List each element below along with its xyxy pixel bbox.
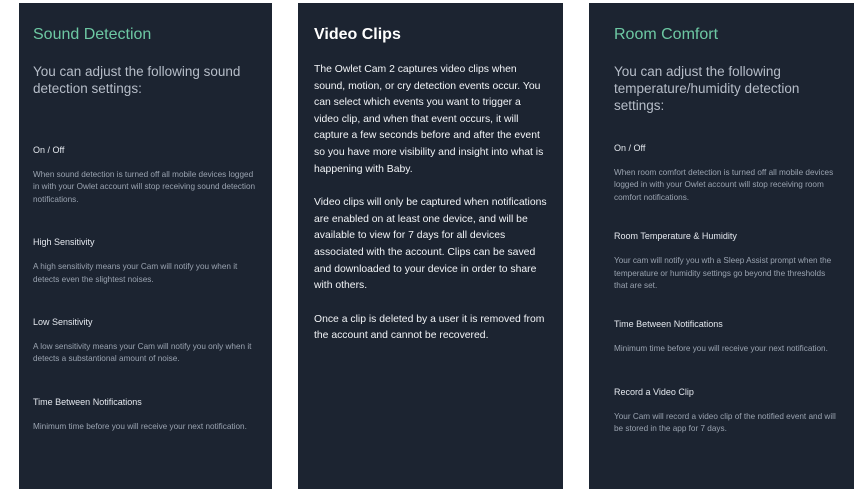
record-video-clip-heading: Record a Video Clip xyxy=(614,386,694,397)
video-clips-paragraph: The Owlet Cam 2 captures video clips when sound, motion, or cry detection events occur. You can select which events you want to trigger a video clip, and when that event occurs, it will capture a few seconds before and after the event so you have more visibility and insight into what is happening with Baby. xyxy=(314,64,544,175)
high-sensitivity-section xyxy=(33,236,258,286)
sound-on-off-description: When sound detection is turned off all mobile devices logged in with your Owlet account will stop receiving sound detection notifications. xyxy=(33,170,256,204)
sound-on-off-section xyxy=(33,144,258,206)
high-sensitivity-description: A high sensitivity means your Cam will notify you when it detects even the slightest noises. xyxy=(33,262,238,284)
record-video-clip-description: Your Cam will record a video clip of the notified event and will be stored in the app for 7 days. xyxy=(614,411,836,434)
room-time-between-description: Minimum time before you will receive your next notification. xyxy=(614,344,828,354)
sound-detection-panel xyxy=(19,3,272,489)
video-clips-panel xyxy=(298,3,563,489)
room-on-off-section xyxy=(614,142,838,204)
low-sensitivity-section xyxy=(33,316,258,366)
sound-time-between-description: Minimum time before you will receive your next notification. xyxy=(33,421,247,431)
record-video-clip-section xyxy=(614,386,838,436)
temperature-humidity-description: Your cam will notify you wth a Sleep Assist prompt when the temperature or humidity settings go beyond the thresholds that are set. xyxy=(614,256,832,291)
sound-time-between-heading: Time Between Notifications xyxy=(33,396,142,407)
sound-detection-intro: You can adjust the following sound detection settings: xyxy=(33,64,241,96)
room-time-between-heading: Time Between Notifications xyxy=(614,319,723,330)
low-sensitivity-description: A low sensitivity means your Cam will notify you only when it detects a substantional amount of noise. xyxy=(33,342,252,364)
room-time-between-section xyxy=(614,318,838,355)
sound-on-off-heading: On / Off xyxy=(33,145,65,155)
sound-time-between-section xyxy=(33,396,258,433)
video-clips-paragraph: Once a clip is deleted by a user it is removed from the account and cannot be recovered. xyxy=(314,313,545,342)
room-on-off-description: When room comfort detection is turned off all mobile devices logged in with your Owlet account will stop receiving room comfort notifications. xyxy=(614,168,834,202)
temperature-humidity-section xyxy=(614,230,838,292)
video-clips-paragraph: Video clips will only be captured when notifications are enabled on at least one device, and will be available to view for 7 days for all devices associated with the account. Clips can be saved and downloaded to your device in order to share with others. xyxy=(314,197,547,292)
low-sensitivity-heading: Low Sensitivity xyxy=(33,317,93,328)
room-on-off-heading: On / Off xyxy=(614,143,646,153)
video-clips-title: Video Clips xyxy=(314,26,401,43)
high-sensitivity-heading: High Sensitivity xyxy=(33,237,95,248)
room-comfort-title: Room Comfort xyxy=(614,26,719,43)
room-comfort-intro: You can adjust the following temperature/humidity detection settings: xyxy=(614,64,800,113)
temperature-humidity-heading: Room Temperature & Humidity xyxy=(614,231,737,242)
sound-detection-title: Sound Detection xyxy=(33,26,152,43)
room-comfort-panel xyxy=(589,3,854,489)
